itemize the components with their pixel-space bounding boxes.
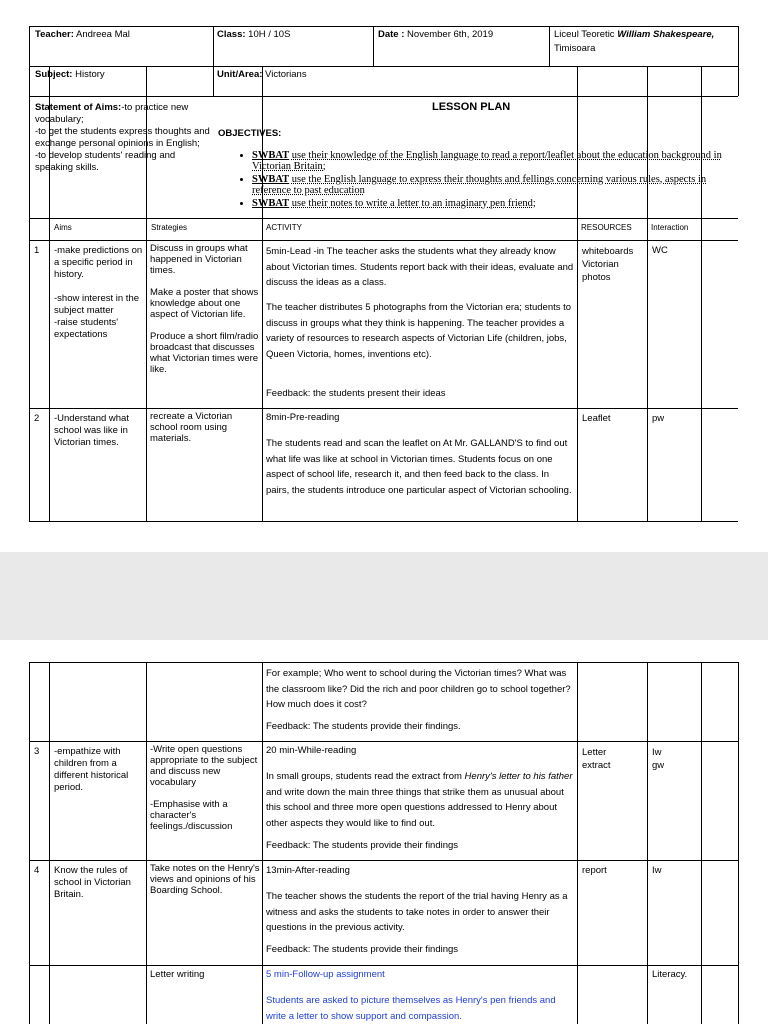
- row-strategies: Discuss in groups what happened in Victorian times. Make a poster that shows knowledge about one aspect of Victorian life. Produce a short film/radio broadcast that discusses what Victorian times were like.: [150, 243, 259, 375]
- row-interaction: Literacy.: [652, 969, 688, 980]
- table-border: [29, 741, 738, 742]
- row-feedback: Feedback: The students provide their findings: [266, 840, 459, 851]
- table-border: [262, 662, 263, 1024]
- date-field: Date : November 6th, 2019: [378, 29, 494, 40]
- table-border: [29, 66, 738, 67]
- row-number: 3: [34, 746, 40, 757]
- row-number: 2: [34, 413, 40, 424]
- row-activity: For example; Who went to school during the Victorian times? What was the classroom like? Did the rich and poor children go to school together? How much does it cost?: [266, 668, 571, 710]
- table-border: [373, 26, 374, 66]
- header-aims: Aims: [54, 223, 72, 232]
- row-activity: In small groups, students read the extract from Henry's letter to his father and write down the main three things that strike them as unusual about this school and three more open questions addressed to Henry about other aspects they would like to find out.: [266, 771, 573, 829]
- row-activity-detail: The teacher distributes 5 photographs from the Victorian era; students to discuss in groups what they think is happening. The teacher provides a variety of resources to research aspects of Victorian Life (children, jobs, Queen Victoria, homes, inventions etc).: [266, 302, 572, 360]
- objective-item: • SWBAT use their knowledge of the English language to read a report/leaflet about the education background in Victorian Britain;: [252, 150, 740, 172]
- table-border: [647, 662, 648, 1024]
- row-activity: The students read and scan the leaflet on At Mr. GALLAND'S to find out what life was like at school in Victorian times. Students focus on one aspect of school life, research it, and then feed back to the class. In pairs, the students introduce one particular aspect of Victorian schooling.: [266, 438, 572, 496]
- objective-item: • SWBAT use the English language to express their thoughts and fellings concerning various rules, aspects in reference to past education: [252, 174, 740, 196]
- row-strategies: recreate a Victorian school room using materials.: [150, 411, 233, 444]
- row-aims: -make predictions on a specific period in history. -show interest in the subject matter -raise students' expectations: [54, 245, 143, 340]
- row-activity-title: 20 min-While-reading: [266, 745, 357, 756]
- table-border: [146, 662, 147, 1024]
- row-interaction: WC: [652, 245, 668, 256]
- objectives-label: OBJECTIVES:: [218, 128, 282, 139]
- table-border: [647, 66, 648, 521]
- row-resources: report: [582, 865, 607, 876]
- table-border: [29, 965, 738, 966]
- table-border: [29, 662, 30, 1024]
- header-activity: ACTIVITY: [266, 223, 303, 232]
- table-border: [213, 26, 214, 96]
- statement-of-aims: Statement of Aims:-to practice new vocabulary; -to get the students express thoughts and exchange personal opinions in English; -to develop students' reading and speaking skills.: [35, 102, 210, 173]
- table-border: [738, 662, 739, 1024]
- row-aims: -empathize with children from a different historical period.: [54, 746, 129, 793]
- row-feedback: Feedback: the students present their ideas: [266, 388, 446, 399]
- row-activity-title: 13min-After-reading: [266, 865, 350, 876]
- row-strategies: Letter writing: [150, 969, 205, 980]
- row-activity: 5min-Lead -in The teacher asks the students what they already know about Victorian times. Students report back with their ideas, evaluate and discuss the ideas as a class.: [266, 246, 574, 288]
- table-border: [577, 662, 578, 1024]
- unit-field: Unit/Area: Victorians: [217, 69, 307, 80]
- table-border: [29, 26, 30, 521]
- school-city: Timisoara: [554, 43, 596, 54]
- row-interaction: Iw gw: [652, 747, 665, 771]
- row-interaction: Iw: [652, 865, 662, 876]
- row-aims: -Understand what school was like in Victorian times.: [54, 413, 129, 448]
- subject-field: Subject: History: [35, 69, 105, 80]
- row-resources: whiteboards Victorian photos: [582, 246, 634, 283]
- school-field: Liceul Teoretic William Shakespeare,: [554, 29, 715, 40]
- objective-item: • SWBAT use their notes to write a letter to an imaginary pen friend;: [252, 198, 740, 209]
- table-border: [29, 860, 738, 861]
- row-resources: Leaflet: [582, 413, 611, 424]
- table-border: [29, 240, 738, 241]
- table-border: [29, 26, 738, 27]
- header-strategies: Strategies: [151, 223, 188, 232]
- table-border: [738, 26, 739, 96]
- row-feedback: Feedback: The students provide their findings: [266, 944, 459, 955]
- table-border: [49, 662, 50, 1024]
- row-number: 1: [34, 245, 40, 256]
- header-interaction: Interaction: [651, 223, 689, 232]
- table-border: [577, 66, 578, 521]
- table-border: [29, 408, 738, 409]
- row-feedback: Feedback: The students provide their findings.: [266, 721, 461, 732]
- lesson-plan-title: LESSON PLAN: [432, 101, 511, 113]
- table-border: [701, 662, 702, 1024]
- row-activity: Students are asked to picture themselves as Henry's pen friends and write a letter to show support and compassion.: [266, 995, 556, 1022]
- row-strategies: -Write open questions appropriate to the subject and discuss new vocabulary -Emphasise with a character's feelings./discussion: [150, 744, 258, 832]
- table-border: [701, 66, 702, 521]
- table-border: [29, 96, 738, 97]
- row-activity-title: 8min-Pre-reading: [266, 412, 340, 423]
- objectives-list: [232, 150, 740, 211]
- table-border: [29, 662, 738, 663]
- table-border: [29, 521, 738, 522]
- row-resources: Letter extract: [582, 747, 611, 771]
- row-aims: Know the rules of school in Victorian Britain.: [54, 865, 131, 900]
- row-activity: The teacher shows the students the report of the trial having Henry as a witness and asks the students to take notes in order to answer their questions in the previous activity.: [266, 891, 568, 933]
- row-strategies: Take notes on the Henry's views and opinions of his Boarding School.: [150, 863, 260, 896]
- header-resources: RESOURCES: [581, 223, 632, 232]
- teacher-field: Teacher: Andreea Mal: [35, 29, 130, 40]
- table-border: [549, 26, 550, 66]
- row-activity-title: 5 min-Follow-up assignment: [266, 969, 385, 980]
- class-field: Class: 10H / 10S: [217, 29, 291, 40]
- row-number: 4: [34, 865, 40, 876]
- table-border: [29, 218, 738, 219]
- row-interaction: pw: [652, 413, 665, 424]
- page-2: [0, 640, 768, 1024]
